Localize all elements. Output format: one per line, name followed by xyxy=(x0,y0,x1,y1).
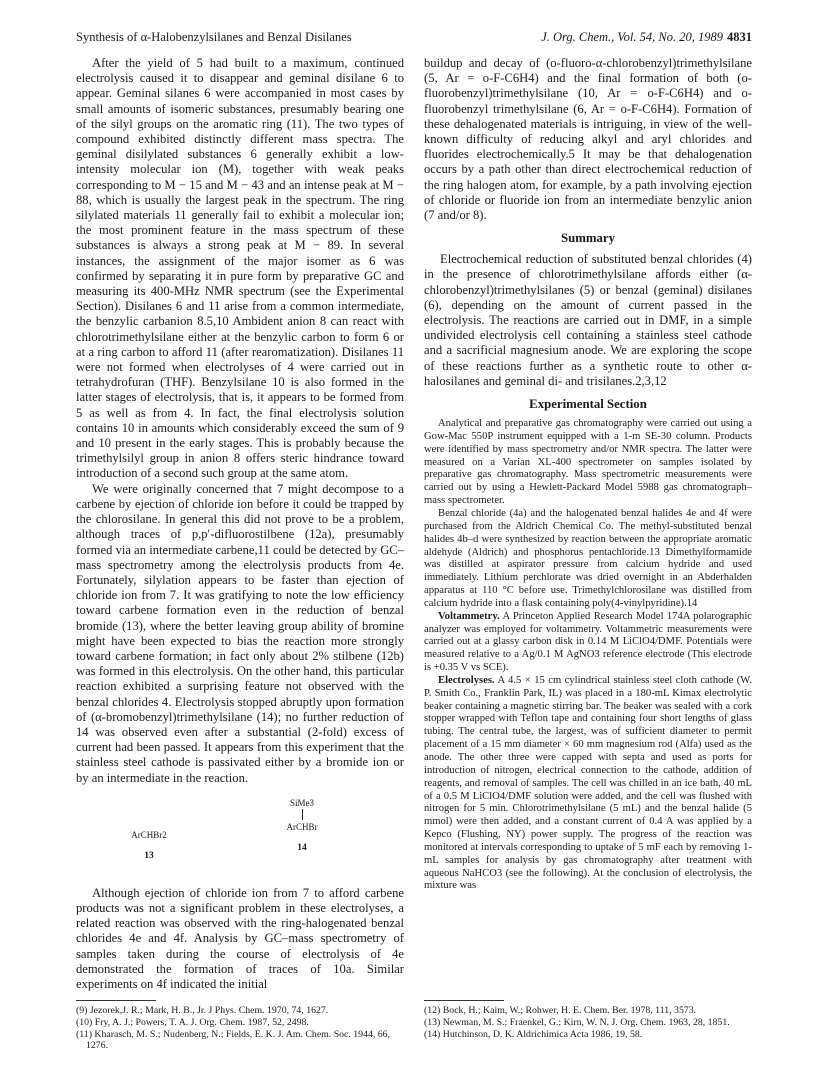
footnotes-right xyxy=(424,1005,752,1041)
structure-14-formula: ArCHBr xyxy=(286,821,318,832)
experimental-paragraph: Analytical and preparative gas chromatography were carried out using a Gow-Mac 550P instrument equipped with a 1-m SE-30 column. Products were identified by mass spectrometry and/or NMR spectra. The latter were measured on a Varian XL-400 spectrometer on samples isolated by preparative gas chromatography. Mass spectrometric measurements were carried out by using a Hewlett-Packard Model 5988 gas chromatograph–mass spectrometer. xyxy=(424,418,752,507)
structure-13-formula: ArCHBr2 xyxy=(131,829,167,840)
footnote-rule xyxy=(76,1000,156,1001)
structure-14-substituent: SiMe3 xyxy=(289,797,314,808)
paragraph: After the yield of 5 had built to a maximum, continued electrolysis caused it to disappear and geminal disilane 6 to appear. Geminal silanes 6 were accompanied in most cases by small amounts of isomeric substances, presumably bearing one of the silyl groups on the aromatic ring (11). The two types of compound exhibited distinctly different mass spectra. The geminal disilylated substances 6 generally exhibit a low-intensity molecular ion (M), together with weak peaks corresponding to M − 15 and M − 43 and an intense peak at M − 88, which is usually the largest peak in the spectrum. The ring silylated materials 11 generally fail to exhibit a molecular ion; the most prominent feature in the mass spectrum of these substances is always a strong peak at M − 89. In several instances, the assignment of the major isomer as 6 was confirmed by separating it in pure form by preparative GC and measuring its 400-MHz NMR spectrum (see the Experimental Section). Disilanes 6 and 11 arise from a common intermediate, the benzylic carbanion 8.5,10 Ambident anion 8 can react with chlorotrimethylsilane either at the benzylic carbon to form 6 or at a ring carbon to afford 11 (after rearomatization). Disilanes 11 were not formed when electrolyses of 4 were carried out in tetrahydrofuran (THF). Benzylsilane 10 is also formed in the latter stages of electrolysis, that is, it appears to be formed from 5 as well as from 4. In fact, the final electrolysis solution contains 10 in amounts which considerably exceed the sum of 9 and 10 present in the early stages. This is probably because the trimethylsilyl group in anion 8 offers steric hindrance toward introduction of a second such group at the same atom. xyxy=(76,56,404,481)
footnotes-left xyxy=(76,1005,404,1052)
chemical-structures xyxy=(76,792,404,878)
left-column xyxy=(76,56,404,992)
running-title: Synthesis of α-Halobenzylsilanes and Benzal Disilanes xyxy=(76,30,352,44)
paragraph: buildup and decay of (o-fluoro-α-chlorobenzyl)trimethylsilane (5, Ar = o-F-C6H4) and the final formation of both (o-fluorobenzyl)trimethylsilane (10, Ar = o-F-C6H4) and o-fluorobenzyl trimethylsilane (6, Ar = o-F-C6H4). Formation of these dehalogenated materials is intriguing, in view of the well-known difficulty of reducing alkyl and aryl chlorides and fluorides electrochemically.5 It may be that dehalogenation occurs by a path other than direct electrochemical reduction of the ring halogen atom, for example, by a path involving ejection of chloride or fluoride ion from an intermediate benzylic anion (7 and/or 8). xyxy=(424,56,752,223)
paragraph: Although ejection of chloride ion from 7 to afford carbene products was not a significant problem in these electrolyses, a related reaction was observed with the ring-halogenated benzal chlorides 4e and 4f. Analysis by GC–mass spectrometry of samples taken during the course of electrolysis of 4e demonstrated the formation of traces of 10a. Similar experiments on 4f indicated the initial xyxy=(76,885,404,991)
experimental-paragraph: Benzal chloride (4a) and the halogenated benzal halides 4e and 4f were purchased from the Aldrich Chemical Co. The methyl-substituted benzal halides 4b–d were synthesized by reaction between the appropriate aromatic aldehyde (Aldrich) and phosphorus pentachloride.13 Dimethylformamide was distilled at aspirator pressure from calcium hydride and used immediately. Lithium perchlorate was dried overnight in an Abderhalden apparatus at 110 °C before use. Trimethylchlorosilane was distilled from calcium hydride into a flask containing poly(4-vinylpyridine).14 xyxy=(424,507,752,609)
journal-name: J. Org. Chem., Vol. 54, No. 20, 1989 xyxy=(541,30,723,44)
voltammetry-text: A Princeton Applied Research Model 174A polarographic analyzer was employed for voltammetry. Voltammetric measurements were carried out at a glassy carbon disk in 0.14 M LiClO4/DMF. Potentials were measured relative to a Ag/0.1 M AgNO3 reference electrode (This electrode is +0.35 V vs SCE). xyxy=(424,610,752,674)
voltammetry-paragraph xyxy=(424,611,752,675)
footnote-rule xyxy=(424,1000,504,1001)
page-number: 4831 xyxy=(727,30,752,44)
running-header xyxy=(76,30,752,46)
footnote: (11) Kharasch, M. S.; Nudenberg, N.; Fields, E. K. J. Am. Chem. Soc. 1944, 66, 1276. xyxy=(76,1028,391,1052)
voltammetry-label: Voltammetry. xyxy=(438,610,500,622)
paragraph: We were originally concerned that 7 might decompose to a carbene by ejection of chloride ion before it could be trapped by the chlorosilane. In general this did not prove to be a problem, although traces of p,p′-difluorostilbene (12a), presumably formed via an intermediate carbene,11 could be detected by GC–mass spectrometry among the electrolysis products from 4e. Fortunately, silylation appears to be faster than ejection of chloride ion from 7. It was gratifying to note the low efficiency toward carbene formation even in the reduction of benzal bromide (13), where the better leaving group ability of bromine might have been expected to bias the reaction more strongly toward carbene formation; in fact only about 2% stilbene (12b) was formed in this electrolysis. On the other hand, this particular reaction exhibited a surprising feature not observed with the benzal chlorides 4. Electrolysis stopped abruptly upon formation of (α-bromobenzyl)trimethylsilane (14); no further reduction of 14 was observed even after a substantial (2-fold) excess of current had been passed. It appears from this experiment that the stainless steel cathode is passivated either by a bromide ion or by an intermediate in the reaction. xyxy=(76,481,404,785)
compound-number-13: 13 xyxy=(144,850,154,861)
electrolyses-text: A 4.5 × 15 cm cylindrical stainless steel cloth cathode (W. P. Smith Co., Franklin Park, IL) was placed in a 180-mL Kimax electrolytic beaker containing a magnetic stirring bar. The beaker was sealed with a cork stopper wrapped with Teflon tape and containing four short lengths of glass tubing. The central tube, the largest, was of sufficient diameter to permit placement of a 15 mm diameter × 60 mm magnesium rod (Alfa) used as the anode. The other three were capped with septa and used as ports for introduction of nitrogen, electrical connection to the cathode, addition of reagents, and removal of samples. The cell was chilled in an ice bath, 40 mL of a 0.5 M LiClO4/DMF solution were added, and the cell was flushed with nitrogen for 5 min. Chlorotrimethylsilane (5 mL) and the benzal halide (5 mmol) were then added, and a constant current of 0.4 A was applied by a Kepco (Flushing, NY) power supply. The progress of the reaction was monitored at intervals corresponding to uptake of 5 mF each by removing 1-mL samples for analysis by gas chromatography after treatment with aqueous NaHCO3 (see the following). At the conclusion of electrolysis, the mixture was xyxy=(424,674,752,892)
footnote: (13) Newman, M. S.; Fraenkel, G.; Kirn, W. N. J. Org. Chem. 1963, 28, 1851. xyxy=(424,1016,730,1028)
compound-number-14: 14 xyxy=(297,842,307,853)
summary-heading: Summary xyxy=(560,231,616,246)
experimental-heading: Experimental Section xyxy=(529,397,647,412)
structure-14 xyxy=(272,798,332,853)
structure-13 xyxy=(114,830,184,861)
electrolyses-paragraph xyxy=(424,675,752,893)
right-column xyxy=(424,56,752,893)
bond-line xyxy=(302,809,303,820)
summary-paragraph: Electrochemical reduction of substituted benzal chlorides (4) in the presence of chlorotrimethylsilane affords either (α-chlorobenzyl)trimethylsilanes (5) or benzal (geminal) disilanes (6), depending on the amount of current passed in the electrolysis. The reactions are carried out in DMF, in a simple undivided electrolysis cell containing a stainless steel cathode and a sacrificial magnesium anode. We are exploring the scope of these reactions further as a synthetic route to other α-halosilanes and geminal di- and trisilanes.2,3,12 xyxy=(424,252,752,388)
electrolyses-label: Electrolyses. xyxy=(438,674,495,686)
footnote: (12) Bock, H.; Kaim, W.; Rohwer, H. E. Chem. Ber. 1978, 111, 3573. xyxy=(424,1005,697,1016)
footnote: (10) Fry, A. J.; Powers, T. A. J. Org. Chem. 1987, 52, 2498. xyxy=(76,1016,309,1028)
footnote: (9) Jezorek,J. R.; Mark, H. B., Jr. J Phys. Chem. 1970, 74, 1627. xyxy=(76,1005,329,1016)
footnote: (14) Hutchinson, D. K. Aldrichimica Acta 1986, 19, 58. xyxy=(424,1028,643,1040)
journal-citation xyxy=(541,30,752,45)
